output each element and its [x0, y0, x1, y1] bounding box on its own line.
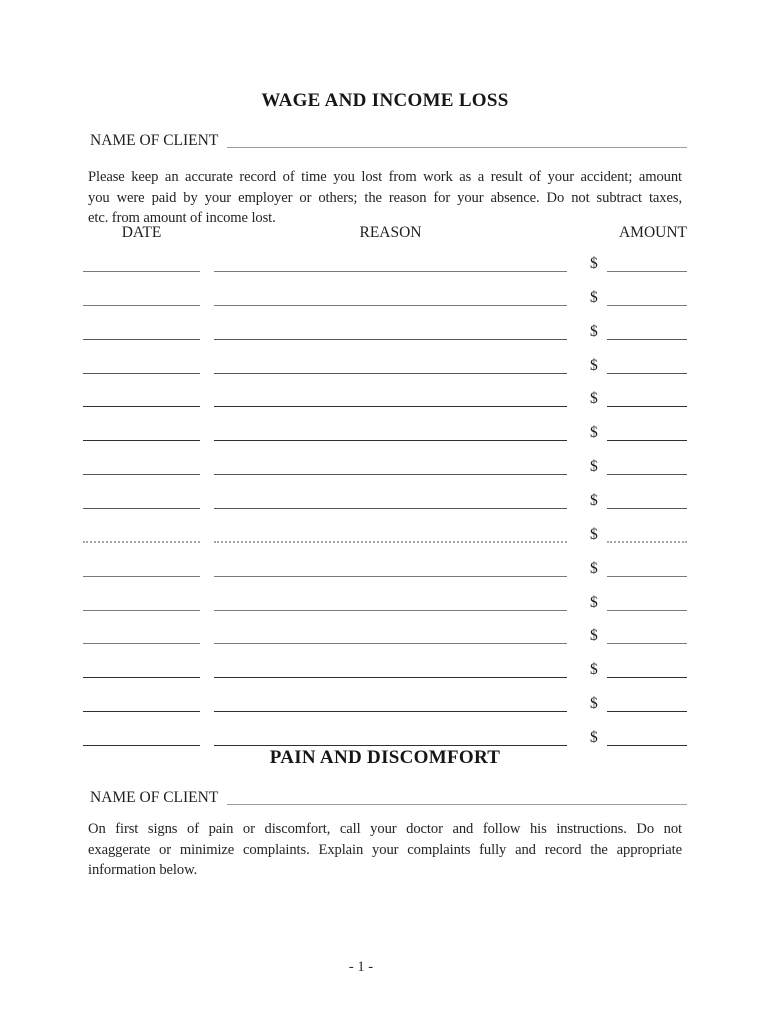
table-row	[0, 374, 770, 408]
date-field-line[interactable]	[83, 286, 200, 306]
date-field-line[interactable]	[83, 591, 200, 611]
table-row	[0, 509, 770, 543]
amount-field-line[interactable]	[607, 557, 687, 577]
amount-field-line[interactable]	[607, 387, 687, 407]
table-row	[0, 475, 770, 509]
paragraph-line: you were paid by your employer or others; the reason for your absence. Do not subtract taxes,	[88, 189, 682, 206]
dollar-sign: $	[590, 424, 598, 442]
date-field-line[interactable]	[83, 658, 200, 678]
table-row	[0, 340, 770, 374]
client-name-label: NAME OF CLIENT	[90, 789, 219, 806]
amount-field-line[interactable]	[607, 421, 687, 441]
paragraph-line: exaggerate or minimize complaints. Explain your complaints fully and record the appropriate	[88, 841, 682, 858]
reason-field-line[interactable]	[214, 726, 567, 746]
paragraph-line: etc. from amount of income lost.	[88, 210, 276, 227]
client-name-row-pain	[90, 788, 687, 805]
table-row	[0, 712, 770, 746]
date-field-line[interactable]	[83, 421, 200, 441]
amount-field-line[interactable]	[607, 320, 687, 340]
amount-field-line[interactable]	[607, 455, 687, 475]
table-row	[0, 543, 770, 577]
dollar-sign: $	[590, 254, 598, 272]
reason-field-line[interactable]	[214, 591, 567, 611]
reason-field-line[interactable]	[214, 658, 567, 678]
amount-field-line[interactable]	[607, 692, 687, 712]
column-header-date: DATE	[121, 224, 162, 241]
table-row	[0, 611, 770, 645]
table-row	[0, 678, 770, 712]
column-header-reason: REASON	[359, 224, 422, 241]
client-name-field[interactable]	[227, 132, 687, 148]
dollar-sign: $	[590, 288, 598, 306]
date-field-line[interactable]	[83, 455, 200, 475]
table-row	[0, 407, 770, 441]
pain-section-title: PAIN AND DISCOMFORT	[269, 747, 501, 768]
dollar-sign: $	[590, 390, 598, 408]
dollar-sign: $	[590, 661, 598, 679]
amount-field-line[interactable]	[607, 523, 687, 543]
reason-field-line[interactable]	[214, 320, 567, 340]
paragraph-line: information below.	[88, 862, 198, 879]
table-row	[0, 441, 770, 475]
dollar-sign: $	[590, 491, 598, 509]
reason-field-line[interactable]	[214, 523, 567, 543]
amount-field-line[interactable]	[607, 726, 687, 746]
amount-field-line[interactable]	[607, 658, 687, 678]
dollar-sign: $	[590, 322, 598, 340]
wage-loss-table	[0, 238, 770, 746]
amount-field-line[interactable]	[607, 354, 687, 374]
dollar-sign: $	[590, 728, 598, 746]
date-field-line[interactable]	[83, 354, 200, 374]
wage-section-title: WAGE AND INCOME LOSS	[261, 90, 509, 111]
reason-field-line[interactable]	[214, 455, 567, 475]
dollar-sign: $	[590, 559, 598, 577]
client-name-row-wage	[90, 131, 687, 148]
date-field-line[interactable]	[83, 523, 200, 543]
date-field-line[interactable]	[83, 692, 200, 712]
table-row	[0, 644, 770, 678]
date-field-line[interactable]	[83, 557, 200, 577]
table-row	[0, 577, 770, 611]
amount-field-line[interactable]	[607, 624, 687, 644]
date-field-line[interactable]	[83, 252, 200, 272]
dollar-sign: $	[590, 525, 598, 543]
table-row	[0, 306, 770, 340]
reason-field-line[interactable]	[214, 354, 567, 374]
reason-field-line[interactable]	[214, 387, 567, 407]
dollar-sign: $	[590, 458, 598, 476]
date-field-line[interactable]	[83, 489, 200, 509]
wage-instructions-paragraph	[88, 167, 682, 229]
date-field-line[interactable]	[83, 387, 200, 407]
reason-field-line[interactable]	[214, 286, 567, 306]
table-row	[0, 238, 770, 272]
date-field-line[interactable]	[83, 726, 200, 746]
amount-field-line[interactable]	[607, 591, 687, 611]
dollar-sign: $	[590, 356, 598, 374]
amount-field-line[interactable]	[607, 489, 687, 509]
dollar-sign: $	[590, 627, 598, 645]
reason-field-line[interactable]	[214, 421, 567, 441]
date-field-line[interactable]	[83, 624, 200, 644]
reason-field-line[interactable]	[214, 557, 567, 577]
reason-field-line[interactable]	[214, 624, 567, 644]
client-name-label: NAME OF CLIENT	[90, 132, 219, 149]
amount-field-line[interactable]	[607, 252, 687, 272]
dollar-sign: $	[590, 593, 598, 611]
page-number: - 1 -	[348, 959, 374, 975]
client-name-field[interactable]	[227, 789, 687, 805]
reason-field-line[interactable]	[214, 489, 567, 509]
amount-field-line[interactable]	[607, 286, 687, 306]
reason-field-line[interactable]	[214, 692, 567, 712]
reason-field-line[interactable]	[214, 252, 567, 272]
dollar-sign: $	[590, 695, 598, 713]
paragraph-line: On first signs of pain or discomfort, call your doctor and follow his instructions. Do not	[88, 821, 682, 837]
column-header-amount: AMOUNT	[618, 224, 687, 241]
paragraph-line: Please keep an accurate record of time you lost from work as a result of your accident; amount	[88, 169, 682, 185]
table-row	[0, 272, 770, 306]
pain-instructions-paragraph	[88, 819, 682, 881]
date-field-line[interactable]	[83, 320, 200, 340]
